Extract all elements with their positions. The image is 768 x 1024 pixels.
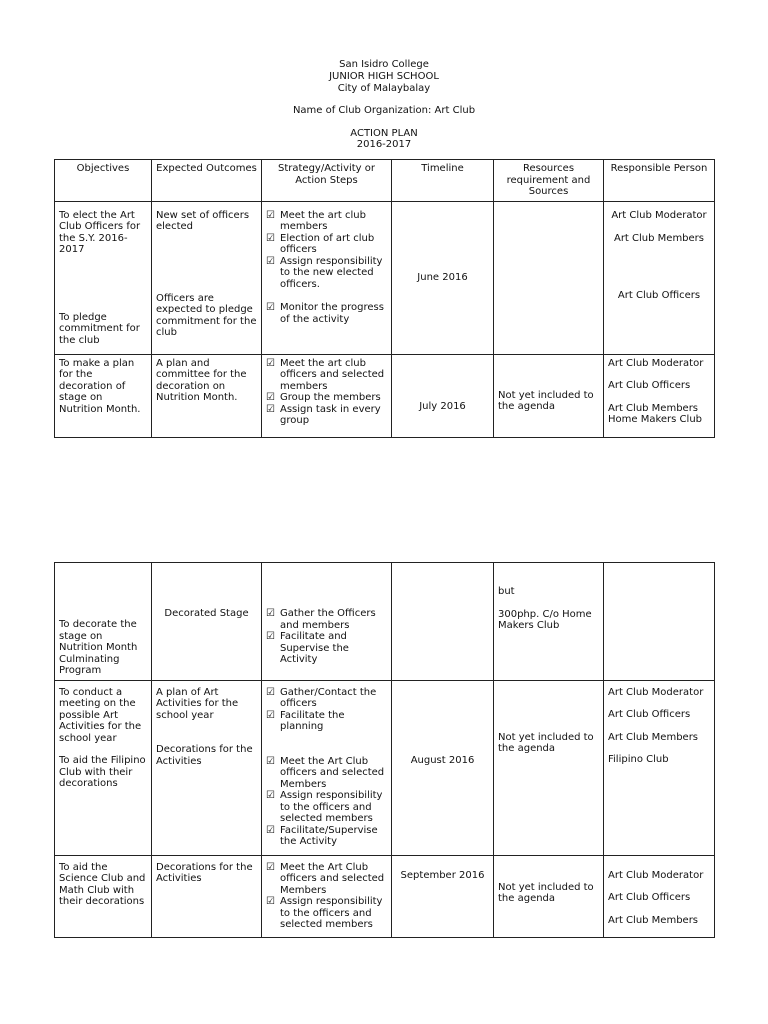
table-row — [55, 354, 715, 437]
responsible-person: Art Club Moderator — [608, 869, 704, 881]
responsible-cell — [604, 680, 715, 855]
objectives-cell — [55, 201, 152, 354]
responsible-person: Art Club Members — [608, 731, 699, 743]
objective-text: To aid the Filipino Club with their decorations — [59, 755, 146, 789]
col-header-objectives: Objectives — [55, 160, 152, 202]
responsible-cell — [604, 563, 715, 681]
checkbox-icon: ☑ — [266, 357, 275, 369]
checkbox-icon: ☑ — [266, 255, 275, 267]
list-item — [266, 631, 387, 666]
col-header-timeline: Timeline — [392, 160, 494, 202]
outcomes-cell — [152, 201, 262, 354]
step-text: Assign responsibility to the officers and selected members — [280, 790, 383, 824]
resources-cell: Not yet included to the agenda — [494, 354, 604, 437]
action-plan-table-1 — [54, 159, 715, 438]
checkbox-icon: ☑ — [266, 896, 275, 907]
steps-cell — [262, 680, 392, 855]
checkbox-icon: ☑ — [266, 232, 275, 244]
timeline-cell: June 2016 — [392, 201, 494, 354]
outcome-text: Decorated Stage — [164, 608, 249, 619]
list-item — [266, 233, 387, 256]
resources-text: but — [498, 586, 515, 597]
responsible-person: Art Club Members — [608, 402, 699, 414]
step-text: Assign responsibility to the new elected officers. — [280, 255, 383, 290]
step-text: Group the members — [280, 392, 381, 403]
step-text: Gather/Contact the officers — [280, 686, 377, 709]
timeline-cell: July 2016 — [392, 354, 494, 437]
list-item — [266, 392, 387, 404]
outcomes-cell — [152, 855, 262, 937]
resources-cell — [494, 201, 604, 354]
resources-cell: Not yet included to the agenda — [494, 680, 604, 855]
club-name: Name of Club Organization: Art Club — [292, 105, 476, 116]
responsible-cell — [604, 354, 715, 437]
objective-text: To decorate the stage on Nutrition Month Culminating Program — [59, 619, 138, 676]
checkbox-icon: ☑ — [266, 608, 275, 619]
list-item — [266, 710, 387, 733]
outcomes-cell — [152, 563, 262, 681]
step-text: Meet the Art Club officers and selected Members — [280, 861, 385, 896]
list-item — [266, 210, 387, 233]
table-row — [55, 680, 715, 855]
responsible-person: Art Club Officers — [608, 709, 691, 720]
col-header-strategy: Strategy/Activity or Action Steps — [262, 160, 392, 202]
objectives-cell — [55, 855, 152, 937]
responsible-person: Art Club Officers — [608, 892, 691, 903]
timeline-cell — [392, 563, 494, 681]
timeline-cell: September 2016 — [392, 855, 494, 937]
responsible-person: Art Club Officers — [617, 289, 701, 301]
checkbox-icon: ☑ — [266, 403, 275, 415]
list-item — [266, 256, 387, 291]
table-row — [55, 201, 715, 354]
checkbox-icon: ☑ — [266, 709, 275, 721]
steps-cell — [262, 855, 392, 937]
objectives-cell — [55, 354, 152, 437]
checkbox-icon: ☑ — [266, 302, 275, 313]
list-item — [266, 302, 387, 325]
objective-text: To conduct a meeting on the possible Art Activities for the school year — [59, 686, 142, 744]
responsible-person: Art Club Moderator — [608, 686, 704, 698]
plan-title: ACTION PLAN — [350, 128, 418, 139]
outcomes-cell — [152, 354, 262, 437]
objective-text: To pledge commitment for the club — [59, 311, 140, 346]
steps-cell — [262, 563, 392, 681]
step-text: Meet the Art Club officers and selected Members — [280, 755, 385, 790]
step-text: Meet the art club members — [280, 209, 366, 232]
outcome-text: Decorations for the Activities — [156, 744, 253, 767]
school-name: San Isidro College — [339, 59, 429, 70]
checkbox-icon: ☑ — [266, 861, 275, 873]
checkbox-icon: ☑ — [266, 392, 275, 403]
step-text: Assign task in every group — [280, 403, 381, 426]
objective-text: To elect the Art Club Officers for the S.Y. 2016-2017 — [59, 209, 141, 255]
list-item — [266, 825, 387, 848]
list-item — [266, 358, 387, 393]
resources-cell: Not yet included to the agenda — [494, 855, 604, 937]
step-text: Meet the art club officers and selected members — [280, 357, 385, 392]
outcome-text: A plan of Art Activities for the school year — [156, 686, 239, 721]
responsible-person: Filipino Club — [608, 754, 669, 765]
list-item — [266, 404, 387, 427]
list-item — [266, 790, 387, 825]
step-text: Facilitate the planning — [280, 709, 345, 732]
responsible-cell — [604, 201, 715, 354]
list-item — [266, 687, 387, 710]
list-item — [266, 896, 387, 931]
col-header-resources: Resources requirement and Sources — [494, 160, 604, 202]
outcome-text: Decorations for the Activities — [156, 861, 253, 884]
checkbox-icon: ☑ — [266, 631, 275, 642]
col-header-responsible: Responsible Person — [604, 160, 715, 202]
resources-text: 300php. C/o Home Makers Club — [498, 608, 592, 631]
objectives-cell — [55, 680, 152, 855]
objective-text: To make a plan for the decoration of stage on Nutrition Month. — [59, 357, 141, 415]
responsible-person: Art Club Members — [613, 233, 705, 244]
school-level: JUNIOR HIGH SCHOOL — [329, 71, 439, 82]
responsible-person: Art Club Members — [608, 914, 699, 926]
outcome-text: Officers are expected to pledge commitment for the club — [156, 292, 257, 338]
checkbox-icon: ☑ — [266, 686, 275, 698]
step-text: Assign responsibility to the officers and selected members — [280, 896, 383, 930]
checkbox-icon: ☑ — [266, 790, 275, 801]
objective-text: To aid the Science Club and Math Club with their decorations — [59, 861, 146, 907]
step-text: Facilitate and Supervise the Activity — [280, 631, 349, 665]
action-plan-table-2 — [54, 562, 715, 938]
checkbox-icon: ☑ — [266, 755, 275, 767]
outcomes-cell — [152, 680, 262, 855]
document-header — [0, 59, 768, 95]
responsible-person: Art Club Moderator — [608, 357, 704, 369]
step-text: Gather the Officers and members — [280, 608, 376, 631]
resources-cell — [494, 563, 604, 681]
responsible-person: Art Club Officers — [608, 380, 691, 391]
table-row — [55, 563, 715, 681]
outcome-text: A plan and committee for the decoration on Nutrition Month. — [156, 357, 247, 403]
steps-cell — [262, 201, 392, 354]
plan-year: 2016-2017 — [356, 139, 412, 150]
list-item — [266, 756, 387, 791]
school-city: City of Malaybalay — [337, 83, 431, 94]
objectives-cell — [55, 563, 152, 681]
outcome-text: New set of officers elected — [156, 209, 250, 232]
timeline-cell: August 2016 — [392, 680, 494, 855]
list-item — [266, 862, 387, 897]
step-text: Facilitate/Supervise the Activity — [280, 824, 378, 847]
step-text: Election of art club officers — [280, 232, 375, 255]
checkbox-icon: ☑ — [266, 824, 275, 836]
list-item — [266, 608, 387, 631]
col-header-outcomes: Expected Outcomes — [152, 160, 262, 202]
responsible-person: Art Club Moderator — [611, 209, 707, 221]
table-header-row — [55, 160, 715, 202]
table-row — [55, 855, 715, 937]
step-text: Monitor the progress of the activity — [280, 302, 384, 325]
responsible-person: Home Makers Club — [608, 414, 702, 425]
steps-cell — [262, 354, 392, 437]
checkbox-icon: ☑ — [266, 209, 275, 221]
responsible-cell — [604, 855, 715, 937]
